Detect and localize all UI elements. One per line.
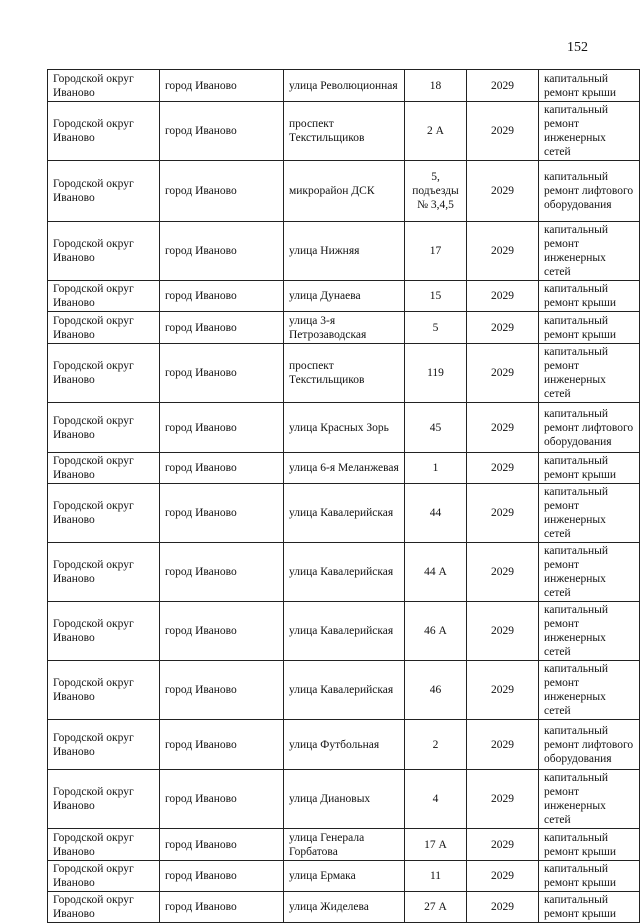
work-type-cell: капитальный ремонт крыши: [539, 861, 640, 892]
municipality-cell: Городской округ Иваново: [48, 453, 160, 484]
house-cell: 2 А: [405, 102, 467, 161]
street-cell: улица Диановых: [284, 770, 405, 829]
city-cell: город Иваново: [160, 543, 284, 602]
work-type-cell: капитальный ремонт крыши: [539, 453, 640, 484]
work-type-cell: капитальный ремонт лифтового оборудования: [539, 720, 640, 770]
city-cell: город Иваново: [160, 720, 284, 770]
house-cell: 44: [405, 484, 467, 543]
year-cell: 2029: [467, 161, 539, 222]
table-row: [48, 312, 640, 344]
house-cell: 46 А: [405, 602, 467, 661]
work-type-cell: капитальный ремонт инженерных сетей: [539, 344, 640, 403]
work-type-cell: капитальный ремонт инженерных сетей: [539, 484, 640, 543]
street-cell: улица Дунаева: [284, 281, 405, 312]
municipality-cell: Городской округ Иваново: [48, 770, 160, 829]
house-cell: 15: [405, 281, 467, 312]
table-row: [48, 829, 640, 861]
year-cell: 2029: [467, 602, 539, 661]
table-row: [48, 543, 640, 602]
house-cell: 44 А: [405, 543, 467, 602]
work-type-cell: капитальный ремонт крыши: [539, 70, 640, 102]
work-type-cell: капитальный ремонт инженерных сетей: [539, 602, 640, 661]
work-type-cell: капитальный ремонт инженерных сетей: [539, 102, 640, 161]
city-cell: город Иваново: [160, 344, 284, 403]
table-row: [48, 161, 640, 222]
city-cell: город Иваново: [160, 403, 284, 453]
street-cell: улица Жиделева: [284, 892, 405, 923]
house-cell: 4: [405, 770, 467, 829]
house-cell: 11: [405, 861, 467, 892]
work-type-cell: капитальный ремонт лифтового оборудования: [539, 161, 640, 222]
street-cell: улица Кавалерийская: [284, 602, 405, 661]
street-cell: улица 6-я Меланжевая: [284, 453, 405, 484]
city-cell: город Иваново: [160, 70, 284, 102]
registry-table: [47, 69, 640, 923]
city-cell: город Иваново: [160, 892, 284, 923]
street-cell: улица Революционная: [284, 70, 405, 102]
house-cell: 17: [405, 222, 467, 281]
year-cell: 2029: [467, 222, 539, 281]
street-cell: улица Красных Зорь: [284, 403, 405, 453]
work-type-cell: капитальный ремонт крыши: [539, 281, 640, 312]
municipality-cell: Городской округ Иваново: [48, 281, 160, 312]
year-cell: 2029: [467, 829, 539, 861]
city-cell: город Иваново: [160, 281, 284, 312]
street-cell: улица Кавалерийская: [284, 543, 405, 602]
year-cell: 2029: [467, 312, 539, 344]
municipality-cell: Городской округ Иваново: [48, 861, 160, 892]
house-cell: 45: [405, 403, 467, 453]
work-type-cell: капитальный ремонт крыши: [539, 312, 640, 344]
page-number: 152: [567, 40, 588, 55]
table-row: [48, 102, 640, 161]
table-row: [48, 770, 640, 829]
street-cell: улица Футбольная: [284, 720, 405, 770]
street-cell: улица Ермака: [284, 861, 405, 892]
work-type-cell: капитальный ремонт крыши: [539, 892, 640, 923]
city-cell: город Иваново: [160, 602, 284, 661]
house-cell: 2: [405, 720, 467, 770]
municipality-cell: Городской округ Иваново: [48, 222, 160, 281]
year-cell: 2029: [467, 281, 539, 312]
year-cell: 2029: [467, 861, 539, 892]
street-cell: проспект Текстильщиков: [284, 102, 405, 161]
municipality-cell: Городской округ Иваново: [48, 102, 160, 161]
street-cell: улица Генерала Горбатова: [284, 829, 405, 861]
year-cell: 2029: [467, 543, 539, 602]
table-row: [48, 453, 640, 484]
street-cell: улица Кавалерийская: [284, 484, 405, 543]
city-cell: город Иваново: [160, 102, 284, 161]
table-row: [48, 70, 640, 102]
table-row: [48, 281, 640, 312]
city-cell: город Иваново: [160, 770, 284, 829]
year-cell: 2029: [467, 720, 539, 770]
work-type-cell: капитальный ремонт инженерных сетей: [539, 543, 640, 602]
year-cell: 2029: [467, 770, 539, 829]
house-cell: 27 А: [405, 892, 467, 923]
municipality-cell: Городской округ Иваново: [48, 344, 160, 403]
street-cell: улица Кавалерийская: [284, 661, 405, 720]
table-row: [48, 861, 640, 892]
street-cell: улица 3-я Петрозаводская: [284, 312, 405, 344]
table-row: [48, 661, 640, 720]
street-cell: микрорайон ДСК: [284, 161, 405, 222]
year-cell: 2029: [467, 661, 539, 720]
house-cell: 17 А: [405, 829, 467, 861]
street-cell: проспект Текстильщиков: [284, 344, 405, 403]
municipality-cell: Городской округ Иваново: [48, 161, 160, 222]
table-row: [48, 344, 640, 403]
year-cell: 2029: [467, 344, 539, 403]
municipality-cell: Городской округ Иваново: [48, 403, 160, 453]
house-cell: 119: [405, 344, 467, 403]
work-type-cell: капитальный ремонт крыши: [539, 829, 640, 861]
municipality-cell: Городской округ Иваново: [48, 543, 160, 602]
year-cell: 2029: [467, 102, 539, 161]
house-cell: 1: [405, 453, 467, 484]
municipality-cell: Городской округ Иваново: [48, 70, 160, 102]
work-type-cell: капитальный ремонт инженерных сетей: [539, 661, 640, 720]
house-cell: 5, подъезды № 3,4,5: [405, 161, 467, 222]
city-cell: город Иваново: [160, 161, 284, 222]
work-type-cell: капитальный ремонт инженерных сетей: [539, 770, 640, 829]
municipality-cell: Городской округ Иваново: [48, 892, 160, 923]
city-cell: город Иваново: [160, 829, 284, 861]
house-cell: 46: [405, 661, 467, 720]
table-row: [48, 403, 640, 453]
municipality-cell: Городской округ Иваново: [48, 484, 160, 543]
year-cell: 2029: [467, 70, 539, 102]
municipality-cell: Городской округ Иваново: [48, 829, 160, 861]
work-type-cell: капитальный ремонт инженерных сетей: [539, 222, 640, 281]
registry-table-body: [48, 70, 640, 923]
city-cell: город Иваново: [160, 453, 284, 484]
city-cell: город Иваново: [160, 222, 284, 281]
work-type-cell: капитальный ремонт лифтового оборудования: [539, 403, 640, 453]
municipality-cell: Городской округ Иваново: [48, 312, 160, 344]
city-cell: город Иваново: [160, 312, 284, 344]
year-cell: 2029: [467, 453, 539, 484]
municipality-cell: Городской округ Иваново: [48, 661, 160, 720]
year-cell: 2029: [467, 484, 539, 543]
table-row: [48, 484, 640, 543]
table-row: [48, 720, 640, 770]
table-row: [48, 602, 640, 661]
city-cell: город Иваново: [160, 861, 284, 892]
house-cell: 18: [405, 70, 467, 102]
house-cell: 5: [405, 312, 467, 344]
table-row: [48, 222, 640, 281]
city-cell: город Иваново: [160, 484, 284, 543]
street-cell: улица Нижняя: [284, 222, 405, 281]
table-row: [48, 892, 640, 923]
municipality-cell: Городской округ Иваново: [48, 720, 160, 770]
year-cell: 2029: [467, 892, 539, 923]
year-cell: 2029: [467, 403, 539, 453]
municipality-cell: Городской округ Иваново: [48, 602, 160, 661]
city-cell: город Иваново: [160, 661, 284, 720]
